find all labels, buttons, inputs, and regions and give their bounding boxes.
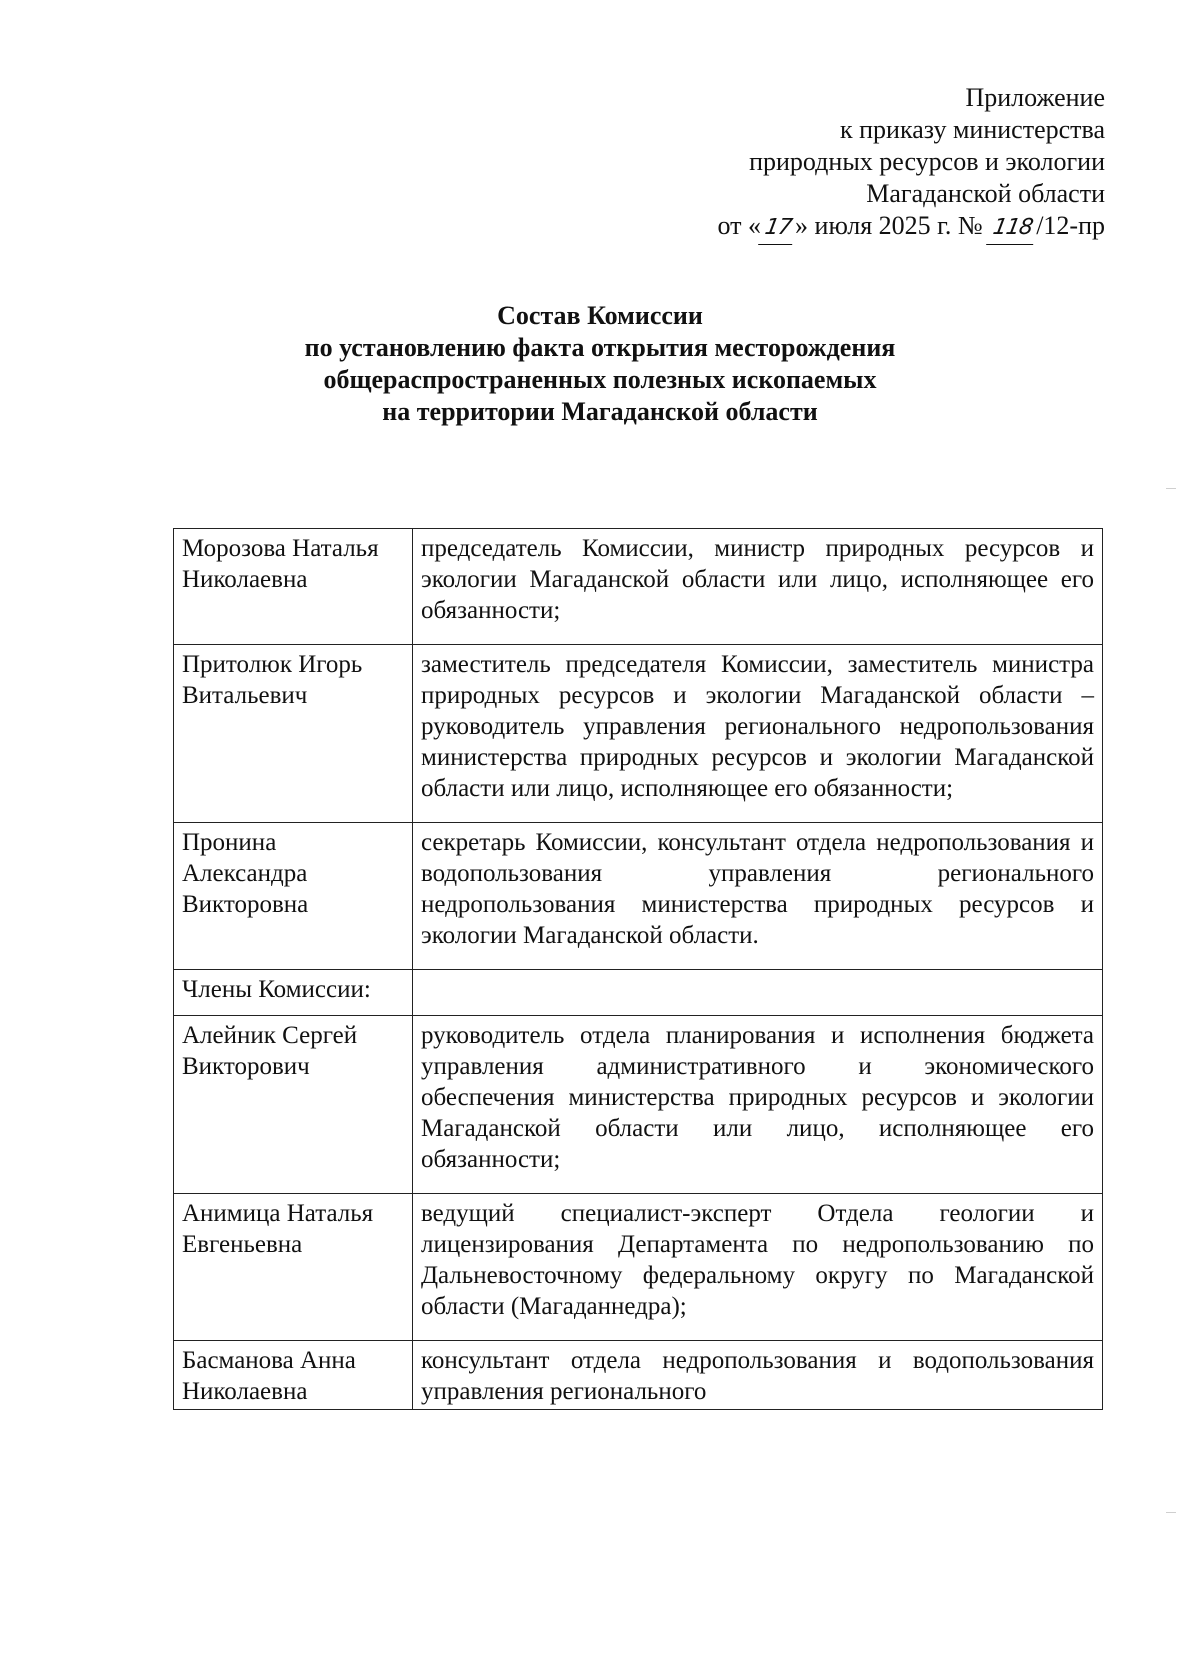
appendix-line-4: Магаданской области (866, 179, 1105, 208)
table-row (174, 529, 1103, 645)
table-row (174, 823, 1103, 970)
scan-speck (1166, 488, 1176, 489)
title-line-4: на территории Магаданской области (382, 397, 818, 426)
appendix-line-3: природных ресурсов и экологии (749, 147, 1105, 176)
member-role: консультант отдела недропользования и водопользования управления регионального (413, 1341, 1103, 1410)
date-prefix: от « (717, 211, 762, 240)
member-name: Анимица Наталья Евгеньевна (174, 1194, 413, 1341)
document-title (0, 300, 1200, 428)
members-section-row (174, 970, 1103, 1016)
appendix-header (718, 82, 1106, 245)
member-role: руководитель отдела планирования и исполнения бюджета управления административного и экономического обеспечения министерства природных ресурсов и экологии Магаданской области или лицо, исполняющее его обязанности; (413, 1016, 1103, 1194)
appendix-line-2: к приказу министерства (840, 115, 1105, 144)
member-role: председатель Комиссии, министр природных ресурсов и экологии Магаданской области или лицо, исполняющее его обязанности; (413, 529, 1103, 645)
commission-members-table (173, 528, 1103, 1410)
table-row (174, 1016, 1103, 1194)
title-line-3: общераспространенных полезных ископаемых (323, 365, 877, 394)
members-section-label: Члены Комиссии: (174, 970, 413, 1016)
handwritten-day: 17 (758, 212, 798, 245)
member-name: Притолюк Игорь Витальевич (174, 645, 413, 823)
title-line-2: по установлению факта открытия месторождения (304, 333, 896, 362)
member-role: ведущий специалист-эксперт Отдела геологии и лицензирования Департамента по недропользованию по Дальневосточному федеральному округу по Магаданской области (Магаданнедра); (413, 1194, 1103, 1341)
order-date-line (718, 210, 1106, 245)
order-suffix: /12-пр (1036, 211, 1105, 240)
member-role: секретарь Комиссии, консультант отдела недропользования и водопользования управления регионального недропользования министерства природных ресурсов и экологии Магаданской области. (413, 823, 1103, 970)
handwritten-order-number: 118 (986, 212, 1039, 245)
member-role: заместитель председателя Комиссии, заместитель министра природных ресурсов и экологии Магаданской области – руководитель управления регионального недропользования министерства природных ресурсов и экологии Магаданской области или лицо, исполняющее его обязанности; (413, 645, 1103, 823)
member-name: Басманова Анна Николаевна (174, 1341, 413, 1410)
table-row (174, 645, 1103, 823)
title-line-1: Состав Комиссии (497, 301, 703, 330)
member-name: Пронина Александра Викторовна (174, 823, 413, 970)
member-name: Алейник Сергей Викторович (174, 1016, 413, 1194)
scan-speck (1166, 1512, 1176, 1513)
date-middle: » июля 2025 г. № (795, 211, 983, 240)
members-section-empty-cell (413, 970, 1103, 1016)
appendix-title: Приложение (965, 83, 1105, 112)
table-row (174, 1341, 1103, 1410)
member-name: Морозова Наталья Николаевна (174, 529, 413, 645)
table-row (174, 1194, 1103, 1341)
